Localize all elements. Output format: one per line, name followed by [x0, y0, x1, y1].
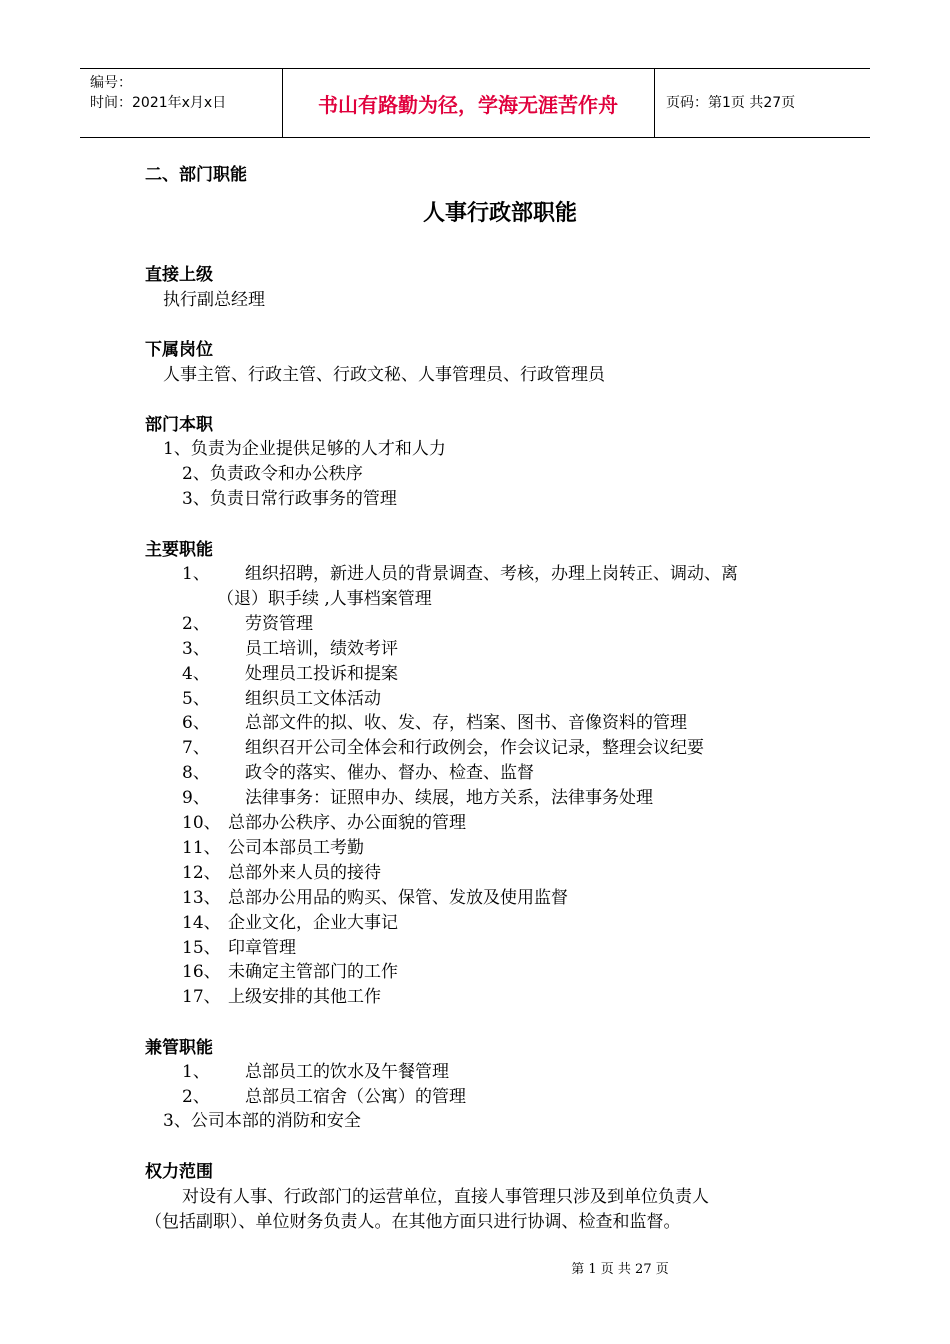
- header-meta: [90, 73, 226, 113]
- duties-heading: 部门本职: [145, 415, 213, 435]
- concurrent-functions-heading: 兼管职能: [145, 1038, 213, 1058]
- duty-item: 2、负责政令和办公秩序: [182, 464, 363, 484]
- time-label: 时间：2021年x月x日: [90, 95, 227, 111]
- main-function-item: 8、 政令的落实、催办、督办、检查、监督: [182, 763, 534, 783]
- authority-line: 对设有人事、行政部门的运营单位，直接人事管理只涉及到单位负责人: [182, 1187, 709, 1207]
- duty-item: 1、负责为企业提供足够的人才和人力: [163, 439, 446, 459]
- main-function-item: 16、 未确定主管部门的工作: [182, 962, 398, 982]
- duty-item: 3、负责日常行政事务的管理: [182, 489, 397, 509]
- main-function-item: 7、 组织召开公司全体会和行政例会，作会议记录，整理会议纪要: [182, 738, 704, 758]
- concurrent-item: 3、公司本部的消防和安全: [163, 1111, 361, 1131]
- main-function-item: 12、 总部外来人员的接待: [182, 863, 381, 883]
- main-function-item: 15、 印章管理: [182, 938, 296, 958]
- main-function-item: 3、 员工培训，绩效考评: [182, 639, 398, 659]
- header-table: [80, 68, 870, 138]
- main-function-item: 2、 劳资管理: [182, 614, 313, 634]
- main-function-item: 5、 组织员工文体活动: [182, 689, 381, 709]
- main-function-item: 9、 法律事务：证照申办、续展，地方关系，法律事务处理: [182, 788, 653, 808]
- subordinates-text: 人事主管、行政主管、行政文秘、人事管理员、行政管理员: [163, 365, 605, 385]
- main-function-item: 6、 总部文件的拟、收、发、存，档案、图书、音像资料的管理: [182, 713, 687, 733]
- main-function-item: 1、 组织招聘，新进人员的背景调查、考核，办理上岗转正、调动、离: [182, 564, 738, 584]
- code-label: 编号：: [90, 75, 132, 91]
- header-motto: 书山有路勤为径，学海无涯苦作舟: [318, 92, 618, 117]
- main-function-item: 17、 上级安排的其他工作: [182, 987, 381, 1007]
- main-function-item: 4、 处理员工投诉和提案: [182, 664, 398, 684]
- main-function-item: 11、 公司本部员工考勤: [182, 838, 364, 858]
- concurrent-item: 1、 总部员工的饮水及午餐管理: [182, 1062, 449, 1082]
- main-function-item: 13、 总部办公用品的购买、保管、发放及使用监督: [182, 888, 568, 908]
- page-label: 页码：第1页 共27页: [666, 95, 796, 111]
- subordinates-heading: 下属岗位: [145, 340, 213, 360]
- direct-superior-heading: 直接上级: [145, 265, 213, 285]
- main-function-item: 14、 企业文化，企业大事记: [182, 913, 398, 933]
- header-divider: [654, 69, 655, 137]
- direct-superior-text: 执行副总经理: [163, 290, 265, 310]
- page-footer: 第 1 页 共 27 页: [571, 1262, 669, 1277]
- section-heading: 二、部门职能: [145, 165, 247, 185]
- authority-heading: 权力范围: [145, 1162, 213, 1182]
- concurrent-item: 2、 总部员工宿舍（公寓）的管理: [182, 1087, 466, 1107]
- document-title: 人事行政部职能: [422, 201, 577, 226]
- authority-line: （包括副职）、单位财务负责人。在其他方面只进行协调、检查和监督。: [145, 1212, 681, 1232]
- main-function-item: 10、 总部办公秩序、办公面貌的管理: [182, 813, 466, 833]
- main-function-item: （退）职手续 ,人事档案管理: [217, 589, 432, 609]
- main-functions-heading: 主要职能: [145, 540, 213, 560]
